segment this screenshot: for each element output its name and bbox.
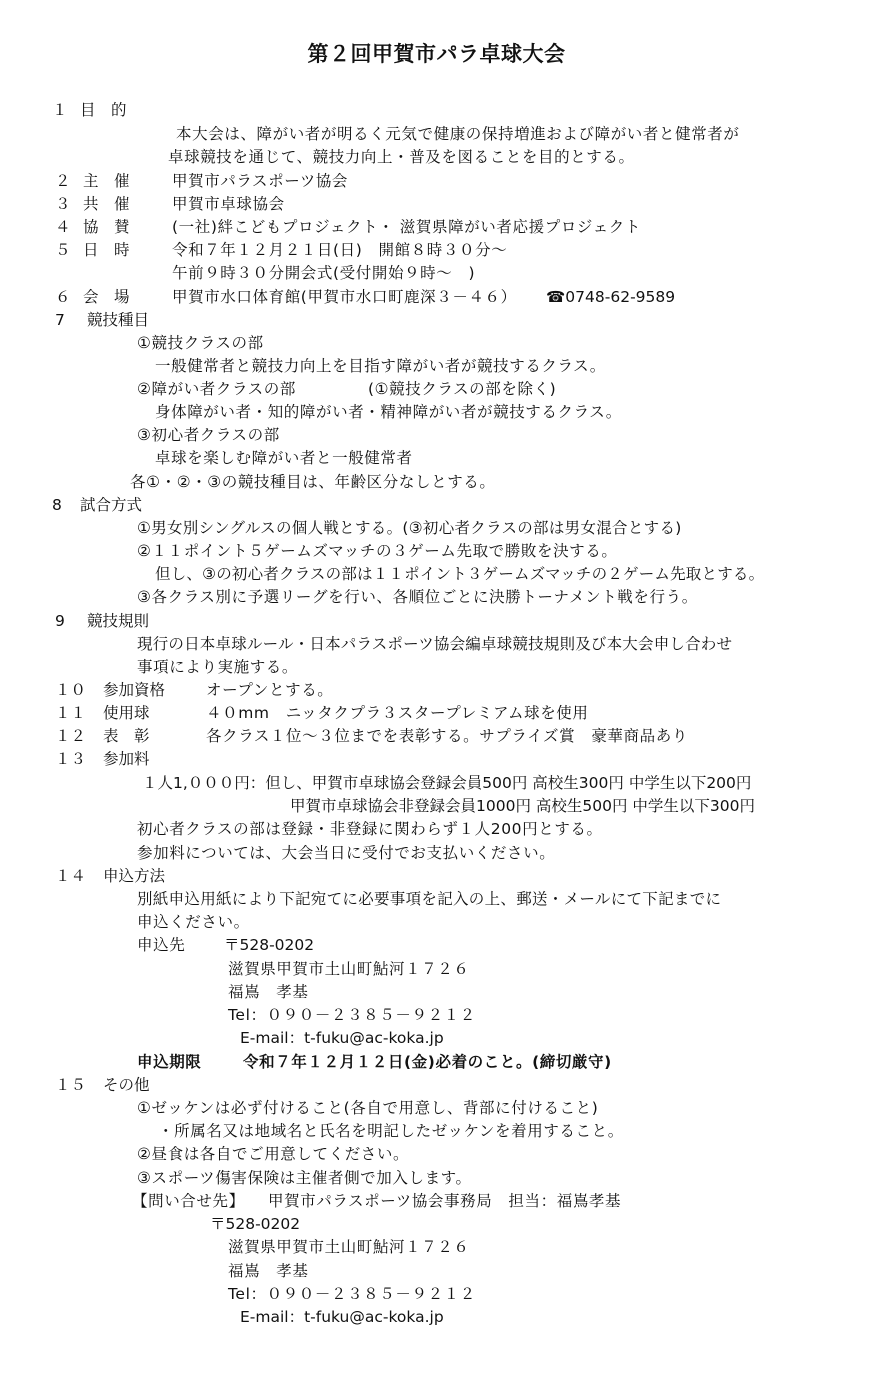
co-host-value: 甲賀市卓球協会 bbox=[172, 195, 285, 213]
section-number: １０ bbox=[55, 681, 87, 699]
section-7-heading bbox=[55, 310, 149, 330]
deadline-value: 令和７年１２月１２日(金)必着のこと。(締切厳守) bbox=[243, 1053, 612, 1071]
class-3-title: ③初心者クラスの部 bbox=[137, 426, 280, 444]
deadline-label: 申込期限 bbox=[137, 1053, 202, 1071]
organizer-value: 甲賀市パラスポーツ協会 bbox=[172, 172, 349, 190]
contact-label: 【問い合せ先】 bbox=[132, 1192, 245, 1210]
purpose-line-2: 卓球競技を通じて、競技力向上・普及を図ることを目的とする。 bbox=[168, 148, 635, 166]
section-number: １５ bbox=[55, 1076, 87, 1094]
application-tel: Tel：０９０－２３８５－９２１２ bbox=[228, 1006, 476, 1024]
fee-line-3: 初心者クラスの部は登録・非登録に関わらず１人200円とする。 bbox=[137, 820, 603, 838]
match-format-line-3: 但し、③の初心者クラスの部は１１ポイント３ゲームズマッチの２ゲーム先取とする。 bbox=[155, 565, 765, 583]
match-format-line-4: ③各クラス別に予選リーグを行い、各順位ごとに決勝トーナメント戦を行う。 bbox=[137, 588, 698, 606]
section-number: ６ bbox=[55, 288, 71, 306]
date-line-1: 令和７年１２月２１日(日) 開館８時３０分～ bbox=[172, 241, 508, 259]
section-label: 共 催 bbox=[83, 195, 130, 213]
rules-line-2: 事項により実施する。 bbox=[137, 658, 299, 676]
section-14-heading bbox=[55, 866, 165, 886]
application-postal-code: 〒528-0202 bbox=[224, 936, 315, 954]
application-line-2: 申込ください。 bbox=[137, 913, 250, 931]
date-line-2: 午前９時３０分開会式(受付開始９時～ ) bbox=[172, 264, 476, 282]
fee-line-2: 甲賀市卓球協会非登録会員1000円 高校生500円 中学生以下300円 bbox=[290, 797, 755, 815]
application-destination-label: 申込先 bbox=[137, 936, 186, 954]
section-5-heading bbox=[55, 240, 130, 260]
section-number: 9 bbox=[55, 612, 65, 630]
section-2-heading bbox=[55, 171, 173, 191]
awards-value: 各クラス１位～３位までを表彰する。サプライズ賞 豪華商品あり bbox=[206, 727, 688, 745]
section-label: 競技種目 bbox=[87, 311, 150, 329]
fee-line-4: 参加料については、大会当日に受付でお支払いください。 bbox=[137, 844, 556, 862]
other-line-1: ①ゼッケンは必ず付けること(各自で用意し、背部に付けること) bbox=[137, 1099, 599, 1117]
section-label: 主 催 bbox=[83, 172, 130, 190]
venue-value: 甲賀市水口体育館(甲賀市水口町鹿深３－４６） bbox=[172, 288, 517, 306]
page-title: 第２回甲賀市パラ卓球大会 bbox=[307, 42, 566, 66]
ball-value: ４０mm ニッタクプラ３スタープレミアム球を使用 bbox=[206, 704, 589, 722]
section-label: 使用球 bbox=[103, 704, 150, 722]
section-8-heading bbox=[52, 495, 142, 515]
section-1-heading bbox=[52, 100, 127, 120]
section-3-heading bbox=[55, 194, 130, 214]
section-4-heading bbox=[55, 217, 130, 237]
purpose-line-1: 本大会は、障がい者が明るく元気で健康の保持増進および障がい者と健常者が bbox=[176, 125, 740, 143]
section-15-heading bbox=[55, 1075, 150, 1095]
application-line-1: 別紙申込用紙により下記宛てに必要事項を記入の上、郵送・メールにて下記までに bbox=[137, 890, 722, 908]
other-line-3: ②昼食は各自でご用意してください。 bbox=[137, 1145, 410, 1163]
contact-name: 福嶌 孝基 bbox=[228, 1262, 309, 1280]
section-label: 競技規則 bbox=[87, 612, 150, 630]
application-name: 福嶌 孝基 bbox=[228, 983, 309, 1001]
other-line-2: ・所属名又は地域名と氏名を明記したゼッケンを着用すること。 bbox=[158, 1122, 624, 1140]
section-number: １１ bbox=[55, 704, 87, 722]
class-3-description: 卓球を楽しむ障がい者と一般健常者 bbox=[155, 449, 413, 467]
section-number: ２ bbox=[55, 172, 71, 190]
section-number: ４ bbox=[55, 218, 71, 236]
section-label: その他 bbox=[103, 1076, 150, 1094]
class-note: 各①・②・③の競技種目は、年齢区分なしとする。 bbox=[130, 473, 496, 491]
section-11-heading bbox=[55, 703, 150, 723]
section-label: 参加料 bbox=[103, 750, 150, 768]
section-number: １２ bbox=[55, 727, 87, 745]
contact-address: 滋賀県甲賀市土山町鮎河１７２６ bbox=[228, 1238, 470, 1256]
contact-tel: Tel：０９０－２３８５－９２１２ bbox=[228, 1285, 476, 1303]
contact-postal-code: 〒528-0202 bbox=[210, 1215, 301, 1233]
section-label: 協 賛 bbox=[83, 218, 130, 236]
section-number: ５ bbox=[55, 241, 71, 259]
class-2-title: ②障がい者クラスの部 bbox=[137, 380, 296, 398]
section-13-heading bbox=[55, 749, 150, 769]
section-number: ３ bbox=[55, 195, 71, 213]
venue-phone: ☎0748-62-9589 bbox=[546, 288, 676, 306]
section-10-heading bbox=[55, 680, 165, 700]
section-label: 試合方式 bbox=[80, 496, 143, 514]
match-format-line-1: ①男女別シングルスの個人戦とする。(③初心者クラスの部は男女混合とする) bbox=[137, 519, 682, 537]
section-9-heading bbox=[55, 611, 149, 631]
contact-email: E-mail：t-fuku@ac-koka.jp bbox=[240, 1308, 444, 1326]
section-label: 目 的 bbox=[80, 101, 127, 119]
section-label: 申込方法 bbox=[103, 867, 166, 885]
section-number: １ bbox=[52, 101, 68, 119]
section-number: １４ bbox=[55, 867, 87, 885]
rules-line-1: 現行の日本卓球ルール・日本パラスポーツ協会編卓球競技規則及び本大会申し合わせ bbox=[137, 635, 733, 653]
section-6-heading bbox=[55, 287, 130, 307]
fee-line-1: １人1,０００円：但し、甲賀市卓球協会登録会員500円 高校生300円 中学生以下200円 bbox=[142, 774, 752, 792]
section-label: 会 場 bbox=[83, 288, 130, 306]
eligibility-value: オープンとする。 bbox=[206, 681, 334, 699]
contact-organization: 甲賀市パラスポーツ協会事務局 担当：福嶌孝基 bbox=[268, 1192, 622, 1210]
sponsor-value: (一社)絆こどもプロジェクト・ 滋賀県障がい者応援プロジェクト bbox=[172, 218, 642, 236]
section-label: 参加資格 bbox=[103, 681, 166, 699]
match-format-line-2: ②１１ポイント５ゲームズマッチの３ゲーム先取で勝敗を決する。 bbox=[137, 542, 618, 560]
section-number: 7 bbox=[55, 311, 65, 329]
section-label: 表 彰 bbox=[103, 727, 150, 745]
section-number: １３ bbox=[55, 750, 87, 768]
class-1-description: 一般健常者と競技力向上を目指す障がい者が競技するクラス。 bbox=[155, 357, 606, 375]
section-number: 8 bbox=[52, 496, 62, 514]
section-12-heading bbox=[55, 726, 150, 746]
class-2-description: 身体障がい者・知的障がい者・精神障がい者が競技するクラス。 bbox=[155, 403, 622, 421]
application-address: 滋賀県甲賀市土山町鮎河１７２６ bbox=[228, 960, 470, 978]
other-line-4: ③スポーツ傷害保険は主催者側で加入します。 bbox=[137, 1169, 472, 1187]
class-2-note: (①競技クラスの部を除く) bbox=[368, 380, 557, 398]
class-1-title: ①競技クラスの部 bbox=[137, 334, 264, 352]
section-label: 日 時 bbox=[83, 241, 130, 259]
application-email: E-mail：t-fuku@ac-koka.jp bbox=[240, 1029, 444, 1047]
